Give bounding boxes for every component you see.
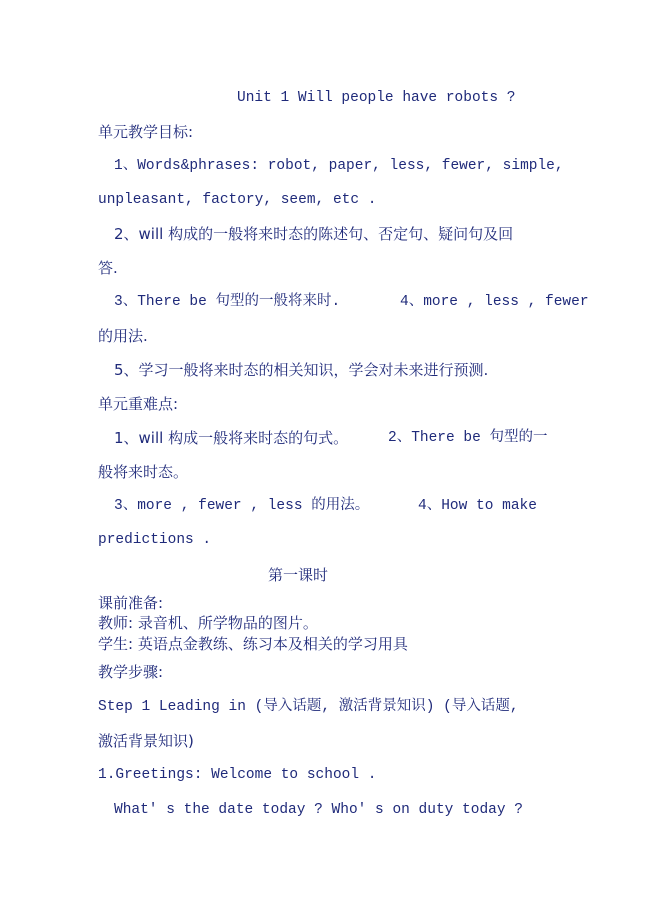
key-point-3: 3、more , fewer , less 的用法。 [114,498,370,514]
lesson-title: 第一课时 [268,566,329,584]
teacher-prep: 教师: 录音机、所学物品的图片。 [98,614,318,632]
objective-2-line-1: 2、will 构成的一般将来时态的陈述句、否定句、疑问句及回 [114,225,514,243]
key-point-2: 2、There be 句型的一 [388,430,548,446]
unit-title: Unit 1 Will people have robots ? [237,90,516,106]
student-prep: 学生: 英语点金教练、练习本及相关的学习用具 [98,635,408,653]
objective-4: 4、more , less , fewer [400,294,589,310]
step-1-line-1: Step 1 Leading in (导入话题, 激活背景知识) (导入话题, [98,699,519,715]
objective-1-line-2: unpleasant, factory, seem, etc . [98,192,377,208]
prep-heading: 课前准备: [98,594,164,612]
key-point-4-line-2: predictions . [98,532,212,548]
key-point-4: 4、How to make [418,498,537,514]
objective-4-line-2: 的用法. [98,327,148,345]
steps-heading: 教学步骤: [98,663,164,681]
objectives-heading: 单元教学目标: [98,123,194,141]
key-point-2-line-2: 般将来时态。 [98,463,189,481]
key-points-heading: 单元重难点: [98,395,179,413]
objective-3: 3、There be 句型的一般将来时. [114,294,341,310]
objective-2-line-2: 答. [98,259,118,277]
greetings-question: What′ s the date today ? Who′ s on duty today ? [114,802,523,818]
step-1-line-2: 激活背景知识) [98,732,194,750]
greetings-line: 1.Greetings: Welcome to school . [98,767,377,783]
objective-5: 5、学习一般将来时态的相关知识，学会对未来进行预测. [114,361,489,379]
key-point-1: 1、will 构成一般将来时态的句式。 [114,429,349,447]
objective-1-line-1: 1、Words&phrases: robot, paper, less, fewer, simple, [114,158,564,174]
